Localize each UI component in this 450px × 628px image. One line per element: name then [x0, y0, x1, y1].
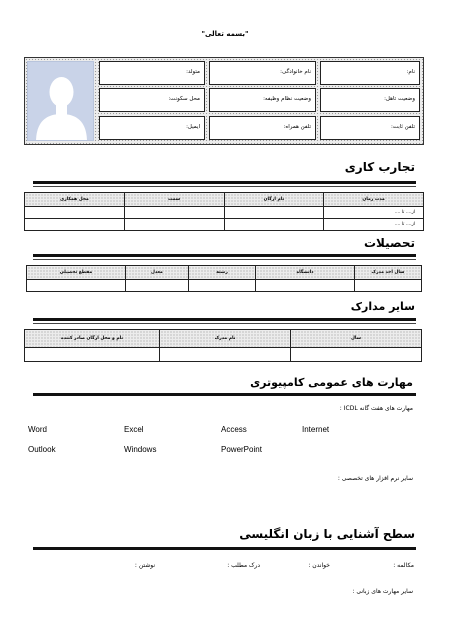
table-cell[interactable]	[256, 280, 355, 292]
certificates-header-year: سال	[291, 330, 422, 348]
education-divider	[33, 254, 416, 257]
other-software-label: سایر نرم افزار های تخصصی :	[337, 475, 413, 482]
icdl-label: مهارت های هفت گانه ICDL :	[339, 405, 413, 412]
mobile-label: تلفن همراه:	[283, 124, 311, 130]
phone-label: تلفن ثابت:	[390, 124, 415, 130]
birth-field[interactable]	[99, 61, 205, 85]
experience-divider	[33, 181, 416, 184]
table-cell[interactable]	[27, 280, 126, 292]
person-silhouette-icon	[28, 62, 94, 141]
experience-title: تجارب کاری	[344, 160, 415, 174]
skill-access: Access	[221, 425, 247, 434]
email-field[interactable]	[99, 116, 205, 140]
family-name-label: نام خانوادگی:	[280, 69, 311, 75]
marital-status-field[interactable]	[320, 88, 420, 112]
certificates-title: سایر مدارک	[350, 300, 415, 313]
birth-label: متولد:	[186, 69, 200, 75]
certificates-divider	[33, 318, 416, 321]
education-table	[26, 265, 422, 292]
military-status-label: وضعیت نظام وظیفه:	[263, 96, 311, 102]
table-cell[interactable]	[224, 219, 324, 231]
table-cell[interactable]	[160, 348, 291, 362]
language-title: سطح آشنایی با زبان انگلیسی	[239, 527, 415, 541]
residence-label: محل سکونت:	[168, 96, 200, 102]
reading-label: خواندن :	[308, 562, 330, 569]
education-title: تحصیلات	[363, 236, 415, 250]
email-label: ایمیل:	[186, 124, 200, 130]
table-cell[interactable]	[125, 280, 188, 292]
table-cell[interactable]	[124, 219, 224, 231]
skill-outlook: Outlook	[28, 445, 56, 454]
table-cell[interactable]	[354, 280, 421, 292]
language-divider	[33, 547, 416, 550]
other-language-skills-label: سایر مهارت های زبانی :	[352, 588, 413, 595]
experience-header-position: سمت	[124, 193, 224, 207]
table-cell[interactable]	[25, 219, 125, 231]
computer-skills-title: مهارت های عمومی کامپیوتری	[250, 376, 413, 389]
table-cell[interactable]	[25, 207, 125, 219]
skill-powerpoint: PowerPoint	[221, 445, 262, 454]
table-row	[25, 219, 424, 231]
comprehension-label: درک مطلب :	[227, 562, 260, 569]
experience-divider-thin	[33, 186, 416, 187]
education-divider-thin	[33, 259, 416, 260]
writing-label: نوشتن :	[134, 562, 155, 569]
experience-header-duration: مدت زمان	[324, 193, 424, 207]
table-row	[27, 280, 422, 292]
table-cell[interactable]	[188, 280, 255, 292]
mobile-field[interactable]	[209, 116, 316, 140]
table-cell[interactable]	[25, 348, 160, 362]
skill-internet: Internet	[302, 425, 330, 434]
document-title: "بسمه تعالی"	[201, 30, 249, 38]
certificates-header-issuer: نام و محل ارگان صادر کننده	[25, 330, 160, 348]
computer-divider	[33, 393, 416, 396]
military-status-field[interactable]	[209, 88, 316, 112]
table-cell[interactable]	[291, 348, 422, 362]
marital-status-label: وضعیت تاهل:	[384, 96, 415, 102]
name-field[interactable]	[320, 61, 420, 85]
table-row	[25, 207, 424, 219]
education-header-year: سال اخذ مدرک	[354, 266, 421, 280]
certificates-table	[24, 329, 422, 362]
skill-windows: Windows	[124, 445, 157, 454]
experience-table	[24, 192, 424, 231]
certificates-divider-thin	[33, 323, 416, 324]
experience-header-location: محل همکاری	[25, 193, 125, 207]
education-header-degree: مقطع تحصیلی	[27, 266, 126, 280]
experience-header-org: نام ارگان	[224, 193, 324, 207]
name-label: نام:	[406, 69, 415, 75]
education-header-major: رشته	[188, 266, 255, 280]
phone-field[interactable]	[320, 116, 420, 140]
family-name-field[interactable]	[209, 61, 316, 85]
skill-excel: Excel	[124, 425, 144, 434]
education-header-gpa: معدل	[125, 266, 188, 280]
table-cell[interactable]: از.... تا ....	[324, 207, 424, 219]
table-row	[25, 348, 422, 362]
skill-word: Word	[28, 425, 47, 434]
education-header-university: دانشگاه	[256, 266, 355, 280]
table-cell[interactable]	[124, 207, 224, 219]
table-cell[interactable]: از.... تا ....	[324, 219, 424, 231]
speaking-label: مکالمه :	[393, 562, 414, 569]
residence-field[interactable]	[99, 88, 205, 112]
profile-photo-placeholder[interactable]	[27, 61, 94, 141]
certificates-header-name: نام مدرک	[160, 330, 291, 348]
table-cell[interactable]	[224, 207, 324, 219]
